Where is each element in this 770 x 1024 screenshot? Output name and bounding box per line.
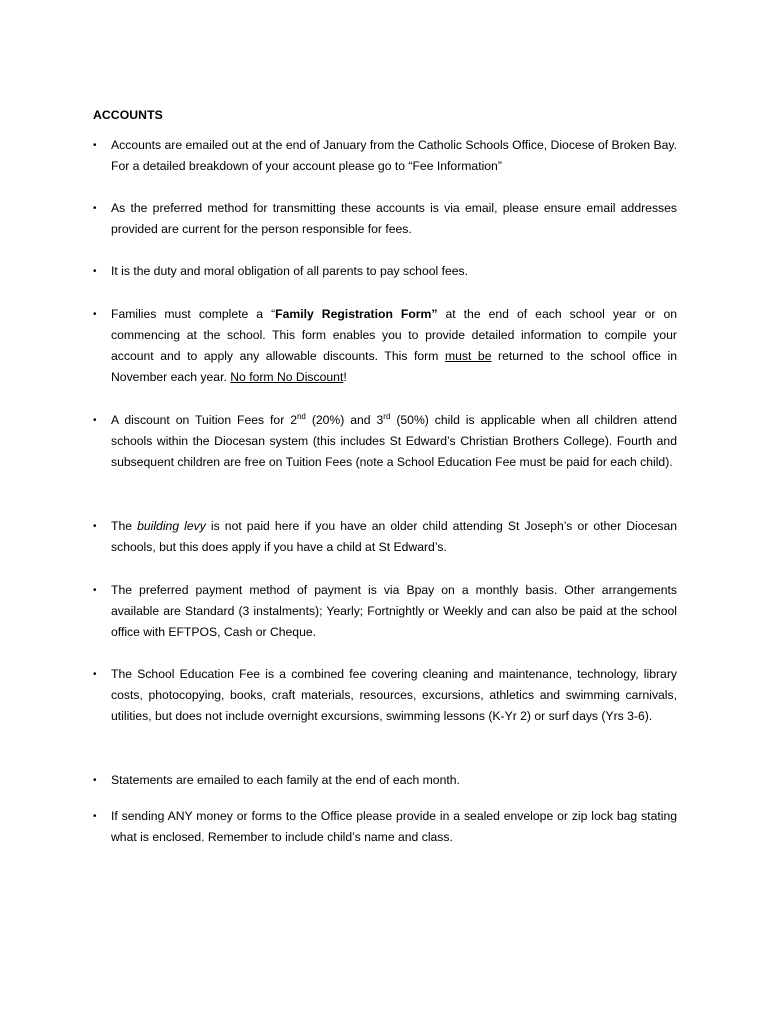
- item-text: If sending ANY money or forms to the Office please provide in a sealed envelope or zip lock bag stating what is enclosed. Remember to include child’s name and class.: [111, 809, 677, 844]
- underlined-text: No form No Discount: [230, 370, 344, 384]
- section-heading: ACCOUNTS: [93, 108, 163, 122]
- item-text: Statements are emailed to each family at the end of each month.: [111, 773, 460, 787]
- underlined-text: must be: [444, 349, 492, 363]
- list-item: [93, 410, 677, 473]
- bullet: •: [93, 140, 97, 151]
- item-text: [111, 516, 677, 558]
- list-item: [93, 806, 677, 848]
- list-item: [93, 580, 677, 643]
- bullet: •: [93, 203, 97, 214]
- text-run: (20%) and 3: [305, 413, 384, 427]
- text-run: The: [111, 519, 138, 533]
- bullet: •: [93, 266, 97, 277]
- bullet: •: [93, 775, 97, 786]
- bullet: •: [93, 415, 97, 426]
- text-run: is not paid here if you have an older child attending St Joseph’s or other Diocesan schools, but this does apply if you have a child at St Edward’s.: [111, 519, 678, 554]
- item-text: The School Education Fee is a combined fee covering cleaning and maintenance, technology, library costs, photocopying, books, craft materials, resources, excursions, athletics and swimming carnivals, utilities, but does not include overnight excursions, swimming lessons (K-Yr 2) or surf days (Yrs 3-6).: [111, 667, 677, 723]
- ordinal-suffix: nd: [296, 411, 306, 421]
- list-item: [93, 664, 677, 727]
- list-item: [93, 135, 677, 177]
- form-name-bold: Family Registration Form”: [275, 307, 438, 321]
- list-item: [93, 261, 677, 282]
- bullet: •: [93, 811, 97, 822]
- italic-text: building levy: [137, 519, 206, 533]
- item-text: It is the duty and moral obligation of all parents to pay school fees.: [111, 264, 469, 278]
- text-run: A discount on Tuition Fees for 2: [111, 413, 297, 427]
- item-text: Accounts are emailed out at the end of January from the Catholic Schools Office, Diocese of Broken Bay. For a detailed breakdown of your account please go to “Fee Information”: [111, 138, 677, 173]
- item-text: As the preferred method for transmitting these accounts is via email, please ensure email addresses provided are current for the person responsible for fees.: [111, 201, 677, 236]
- bullet: •: [93, 669, 97, 680]
- text-run: Families must complete a “: [111, 307, 276, 321]
- bullet: •: [93, 309, 97, 320]
- list-item: [93, 304, 677, 388]
- item-text: [111, 410, 677, 473]
- list-item: [93, 770, 677, 791]
- item-text: [111, 304, 677, 388]
- text-run: returned to the school office in November each year.: [111, 349, 678, 384]
- bullet: •: [93, 521, 97, 532]
- ordinal-suffix: rd: [383, 411, 391, 421]
- list-item: [93, 516, 677, 558]
- text-run: at the end of each school year or on commencing at the school. This form enables you to provide detailed information to compile your account and to apply any allowable discounts. This form: [111, 307, 677, 363]
- text-run: !: [343, 370, 347, 384]
- list-item: [93, 198, 677, 240]
- bullet: •: [93, 585, 97, 596]
- item-text: The preferred payment method of payment is via Bpay on a monthly basis. Other arrangements available are Standard (3 instalments); Yearly; Fortnightly or Weekly and can also be paid at the school office with EFTPOS, Cash or Cheque.: [111, 583, 677, 639]
- text-run: (50%) child is applicable when all children attend schools within the Diocesan system (this includes St Edward’s Christian Brothers College). Fourth and subsequent children are free on Tuition Fees (note a School Education Fee must be paid for each child).: [111, 413, 677, 469]
